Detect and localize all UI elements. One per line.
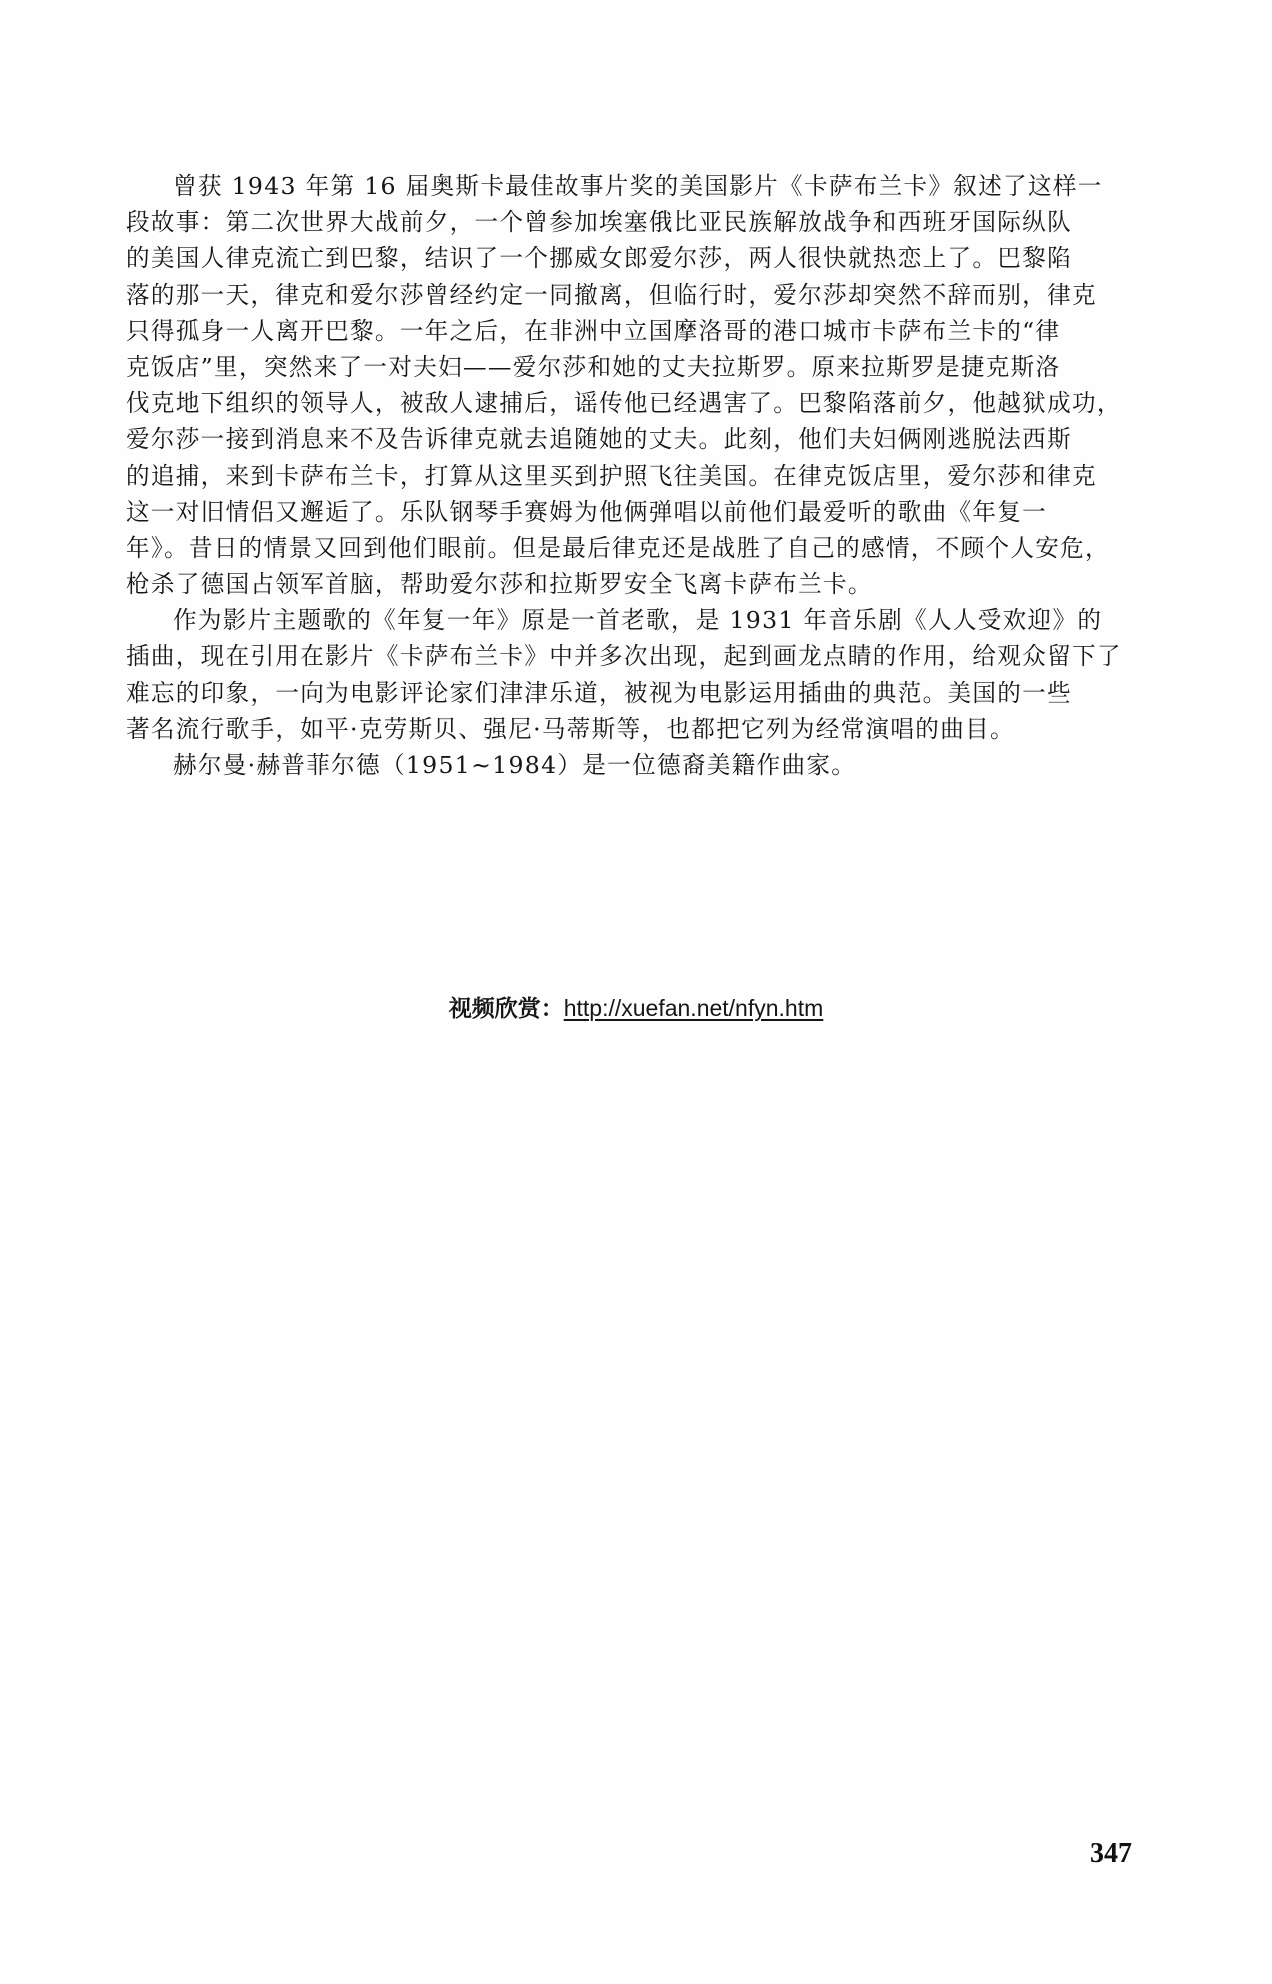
text-line: 曾获 1943 年第 16 届奥斯卡最佳故事片奖的美国影片《卡萨布兰卡》叙述了这样一 xyxy=(173,172,1103,200)
text-line: 插曲，现在引用在影片《卡萨布兰卡》中并多次出现，起到画龙点睛的作用，给观众留下了 xyxy=(126,642,1122,671)
text-line: 赫尔曼·赫普菲尔德（1951~1984）是一位德裔美籍作曲家。 xyxy=(173,751,857,779)
text-line: 落的那一天，律克和爱尔莎曾经约定一同撤离，但临行时，爱尔莎却突然不辞而别，律克 xyxy=(126,280,1097,309)
text-line: 年》。昔日的情景又回到他们眼前。但是最后律克还是战胜了自己的感情，不顾个人安危， xyxy=(126,533,1110,562)
text-line: 这一对旧情侣又邂逅了。乐队钢琴手赛姆为他俩弹唱以前他们最爱听的歌曲《年复一 xyxy=(126,497,1048,526)
text-line: 难忘的印象，一向为电影评论家们津津乐道，被视为电影运用插曲的典范。美国的一些 xyxy=(126,678,1072,707)
text-line: 的美国人律克流亡到巴黎，结识了一个挪威女郎爱尔莎，两人很快就热恋上了。巴黎陷 xyxy=(126,244,1072,273)
video-link-label: 视频欣赏： xyxy=(448,996,564,1022)
video-link-row xyxy=(0,990,1272,1027)
text-line: 只得孤身一人离开巴黎。一年之后，在非洲中立国摩洛哥的港口城市卡萨布兰卡的“律 xyxy=(126,316,1061,345)
text-line: 著名流行歌手，如平·克劳斯贝、强尼·马蒂斯等，也都把它列为经常演唱的曲目。 xyxy=(126,714,1015,743)
video-link[interactable]: http://xuefan.net/nfyn.htm xyxy=(563,995,824,1021)
page-number: 347 xyxy=(1090,1838,1132,1869)
text-line: 克饭店”里，突然来了一对夫妇——爱尔莎和她的丈夫拉斯罗。原来拉斯罗是捷克斯洛 xyxy=(126,352,1061,381)
text-line: 的追捕，来到卡萨布兰卡，打算从这里买到护照飞往美国。在律克饭店里，爱尔莎和律克 xyxy=(126,461,1097,490)
text-line: 作为影片主题歌的《年复一年》原是一首老歌，是 1931 年音乐剧《人人受欢迎》的 xyxy=(173,606,1103,635)
text-line: 伐克地下组织的领导人，被敌人逮捕后，谣传他已经遇害了。巴黎陷落前夕，他越狱成功， xyxy=(126,389,1122,418)
text-line: 爱尔莎一接到消息来不及告诉律克就去追随她的丈夫。此刻，他们夫妇俩刚逃脱法西斯 xyxy=(126,425,1072,454)
text-line: 枪杀了德国占领军首脑，帮助爱尔莎和拉斯罗安全飞离卡萨布兰卡。 xyxy=(126,570,873,599)
text-line: 段故事：第二次世界大战前夕，一个曾参加埃塞俄比亚民族解放战争和西班牙国际纵队 xyxy=(126,208,1072,237)
body-text xyxy=(126,168,1152,783)
